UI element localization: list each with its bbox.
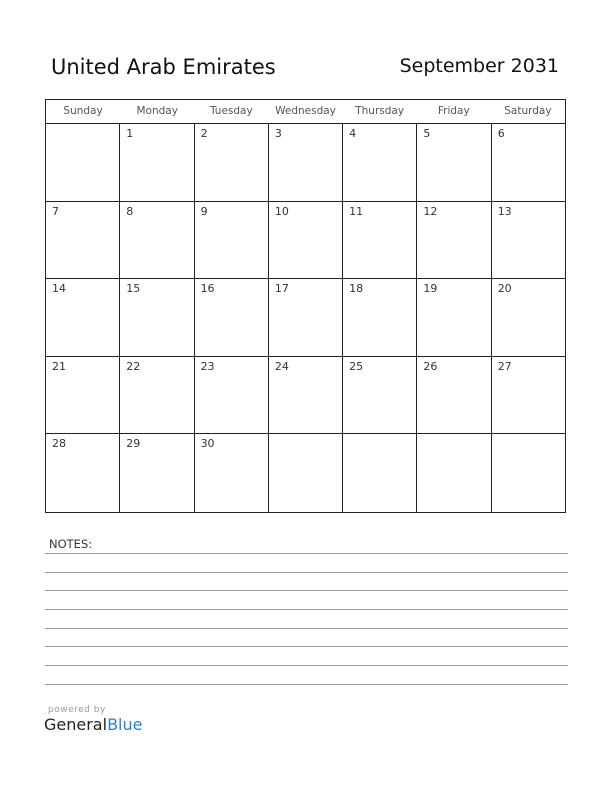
day-cell (269, 357, 343, 434)
calendar-week (46, 434, 565, 512)
weekday-saturday: Saturday (504, 105, 552, 117)
notes-line (45, 665, 568, 666)
notes-line (45, 553, 568, 554)
day-cell (269, 124, 343, 201)
day-number: 24 (274, 359, 289, 373)
day-cell (120, 434, 194, 512)
day-cell (343, 124, 417, 201)
day-number: 3 (274, 127, 282, 140)
day-number: 2 (200, 127, 208, 140)
day-number: 21 (52, 359, 66, 373)
notes-line (45, 590, 568, 591)
brand-wordmark (44, 716, 142, 734)
day-cell (492, 357, 565, 434)
weekday-tuesday: Tuesday (209, 105, 253, 117)
day-number: 13 (497, 204, 512, 218)
generalblue-logo (44, 705, 142, 734)
day-cell (120, 202, 194, 279)
day-cell (195, 279, 269, 356)
day-number: 26 (423, 359, 438, 373)
day-number: 10 (274, 204, 289, 218)
weekday-sunday: Sunday (63, 105, 103, 117)
notes-line (45, 684, 568, 685)
day-number: 25 (349, 359, 364, 373)
day-cell (417, 202, 491, 279)
weekday-header-row (46, 100, 565, 124)
day-cell (120, 357, 194, 434)
day-cell (46, 202, 120, 279)
calendar-week (46, 202, 565, 280)
day-number: 14 (52, 282, 66, 296)
notes-line (45, 646, 568, 647)
day-number: 29 (126, 437, 141, 451)
day-number: 15 (126, 282, 141, 296)
day-number: 6 (497, 127, 505, 140)
notes-label: NOTES: (49, 537, 93, 551)
day-number: 16 (200, 282, 215, 296)
day-number: 7 (52, 204, 59, 218)
day-cell (269, 434, 343, 512)
day-number: 22 (126, 359, 141, 373)
day-cell (195, 434, 269, 512)
day-number: 12 (423, 204, 438, 218)
day-cell (195, 202, 269, 279)
powered-by-text: powered by (48, 705, 106, 715)
calendar-country-title: United Arab Emirates (51, 55, 276, 79)
weekday-wednesday: Wednesday (275, 105, 336, 117)
brand-blue: Blue (107, 715, 143, 734)
calendar-week (46, 124, 565, 202)
day-cell (46, 279, 120, 356)
day-cell (417, 124, 491, 201)
day-cell (120, 279, 194, 356)
day-cell (417, 434, 491, 512)
calendar-week (46, 279, 565, 357)
day-number: 19 (423, 282, 438, 296)
day-cell (269, 202, 343, 279)
day-number: 30 (200, 437, 215, 451)
day-cell (343, 202, 417, 279)
weekday-monday: Monday (136, 105, 178, 117)
day-number: 18 (349, 282, 364, 296)
brand-general: General (44, 715, 108, 734)
notes-line (45, 572, 568, 573)
day-number: 5 (423, 127, 431, 140)
day-cell (492, 202, 565, 279)
day-cell (492, 279, 565, 356)
notes-line (45, 609, 568, 610)
day-number: 8 (126, 204, 134, 218)
day-cell (417, 357, 491, 434)
day-number: 28 (52, 437, 66, 451)
day-cell (120, 124, 194, 201)
day-number: 17 (274, 282, 289, 296)
day-cell (195, 124, 269, 201)
day-cell (492, 124, 565, 201)
day-cell (269, 279, 343, 356)
day-number: 27 (497, 359, 512, 373)
day-cell (195, 357, 269, 434)
notes-line (45, 628, 568, 629)
day-number: 20 (497, 282, 512, 296)
day-cell (46, 357, 120, 434)
day-cell (46, 434, 120, 512)
day-number: 1 (126, 127, 134, 140)
calendar-week (46, 357, 565, 435)
calendar-grid (45, 99, 566, 513)
day-cell (343, 434, 417, 512)
day-number: 23 (200, 359, 215, 373)
day-cell (343, 357, 417, 434)
day-cell (492, 434, 565, 512)
day-number: 9 (200, 204, 208, 218)
day-cell (46, 124, 120, 201)
day-number: 4 (349, 127, 357, 140)
day-cell (343, 279, 417, 356)
calendar-month-title: September 2031 (399, 55, 559, 77)
day-number: 11 (349, 204, 364, 218)
weekday-thursday: Thursday (355, 105, 405, 117)
day-cell (417, 279, 491, 356)
weekday-friday: Friday (437, 105, 470, 117)
